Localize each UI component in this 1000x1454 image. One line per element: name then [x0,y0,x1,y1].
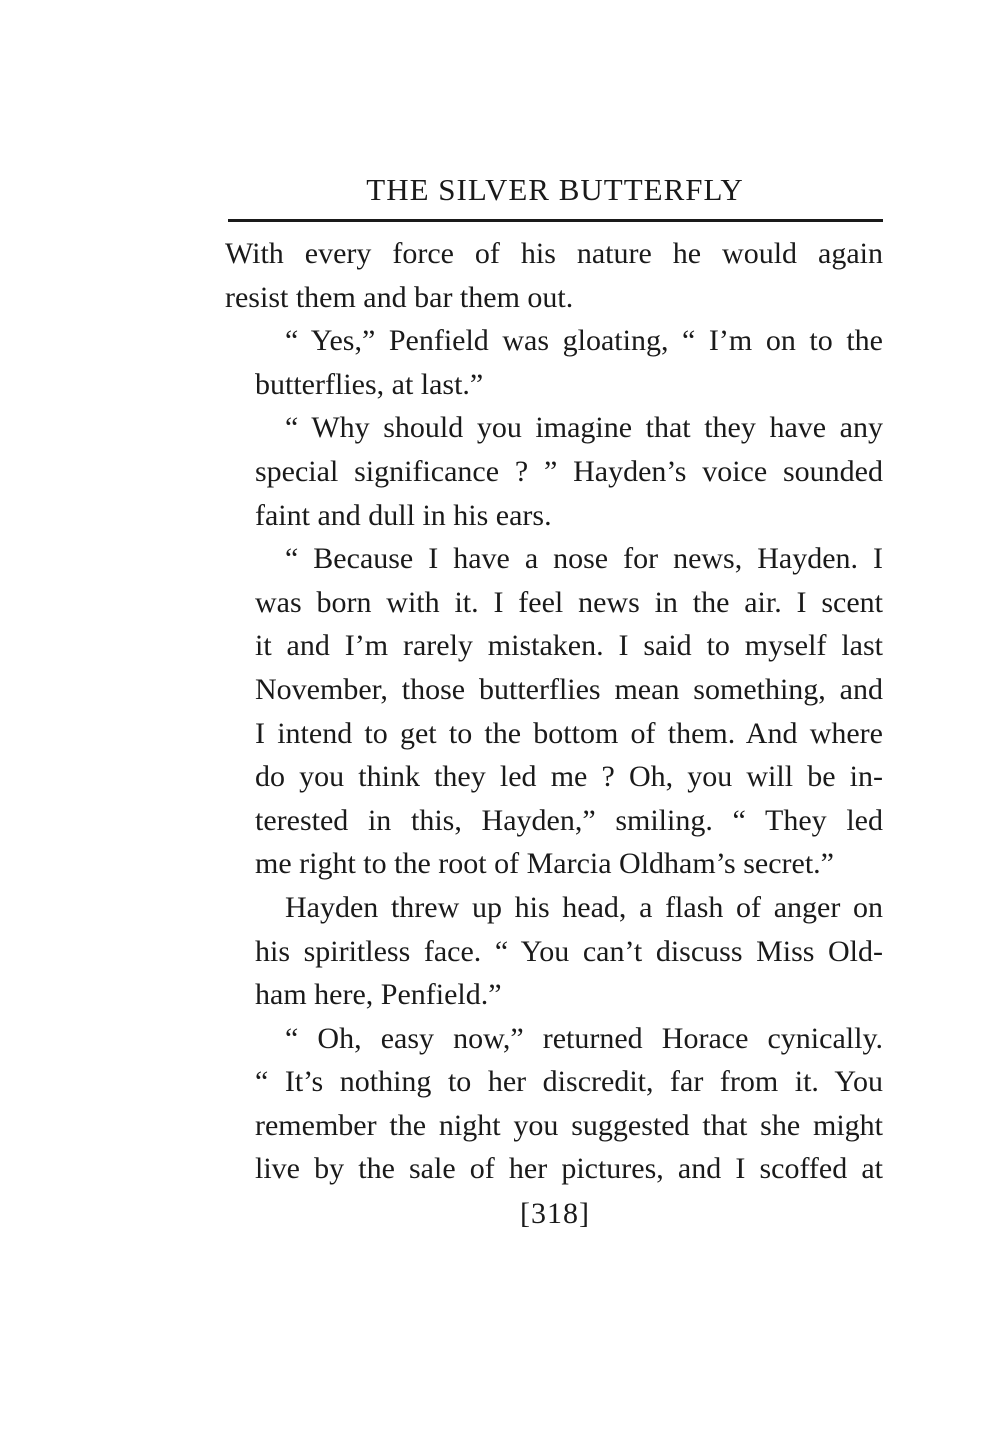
paragraph-1 [225,232,883,319]
text-line: do you think they led me ? Oh, you will be in- [255,760,883,794]
text-line: live by the sale of her pictures, and I scoffed at [255,1152,883,1186]
text-line: “ Because I have a nose for news, Hayden. I [285,542,883,576]
text-line: ham here, Penfield.” [255,978,502,1012]
text-line: special significance ? ” Hayden’s voice sounded [255,454,883,488]
paragraph-3 [225,406,883,537]
text-line: terested in this, Hayden,” smiling. “ They led [255,803,883,837]
page-number: [318] [520,1197,590,1230]
text-line: me right to the root of Marcia Oldham’s secret.” [255,847,834,881]
paragraph-6 [225,1017,883,1191]
text-line: faint and dull in his ears. [255,498,552,532]
text-line: With every force of his nature he would again [225,237,883,270]
text-line: was born with it. I feel news in the air. I scent [255,585,883,619]
text-line: “ It’s nothing to her discredit, far from it. You [255,1065,883,1099]
text-line: resist them and bar them out. [225,280,574,314]
paragraph-4 [225,537,883,886]
text-line: his spiritless face. “ You can’t discuss Miss Old- [255,934,883,968]
text-line: “ Oh, easy now,” returned Horace cynically. [285,1021,883,1055]
text-line: it and I’m rarely mistaken. I said to myself last [255,629,883,663]
text-line: “ Why should you imagine that they have any [285,411,883,445]
paragraph-5 [225,886,883,1017]
running-head: THE SILVER BUTTERFLY [366,172,744,207]
text-line: remember the night you suggested that she might [255,1108,883,1142]
text-line: November, those butterflies mean something, and [255,672,883,706]
header-rule [228,219,883,222]
text-line: I intend to get to the bottom of them. And where [255,716,883,750]
body-text [225,232,883,1191]
text-line: Hayden threw up his head, a flash of anger on [285,890,883,924]
text-line: “ Yes,” Penfield was gloating, “ I’m on to the [285,324,883,358]
paragraph-2 [225,319,883,406]
text-line: butterflies, at last.” [255,367,484,401]
